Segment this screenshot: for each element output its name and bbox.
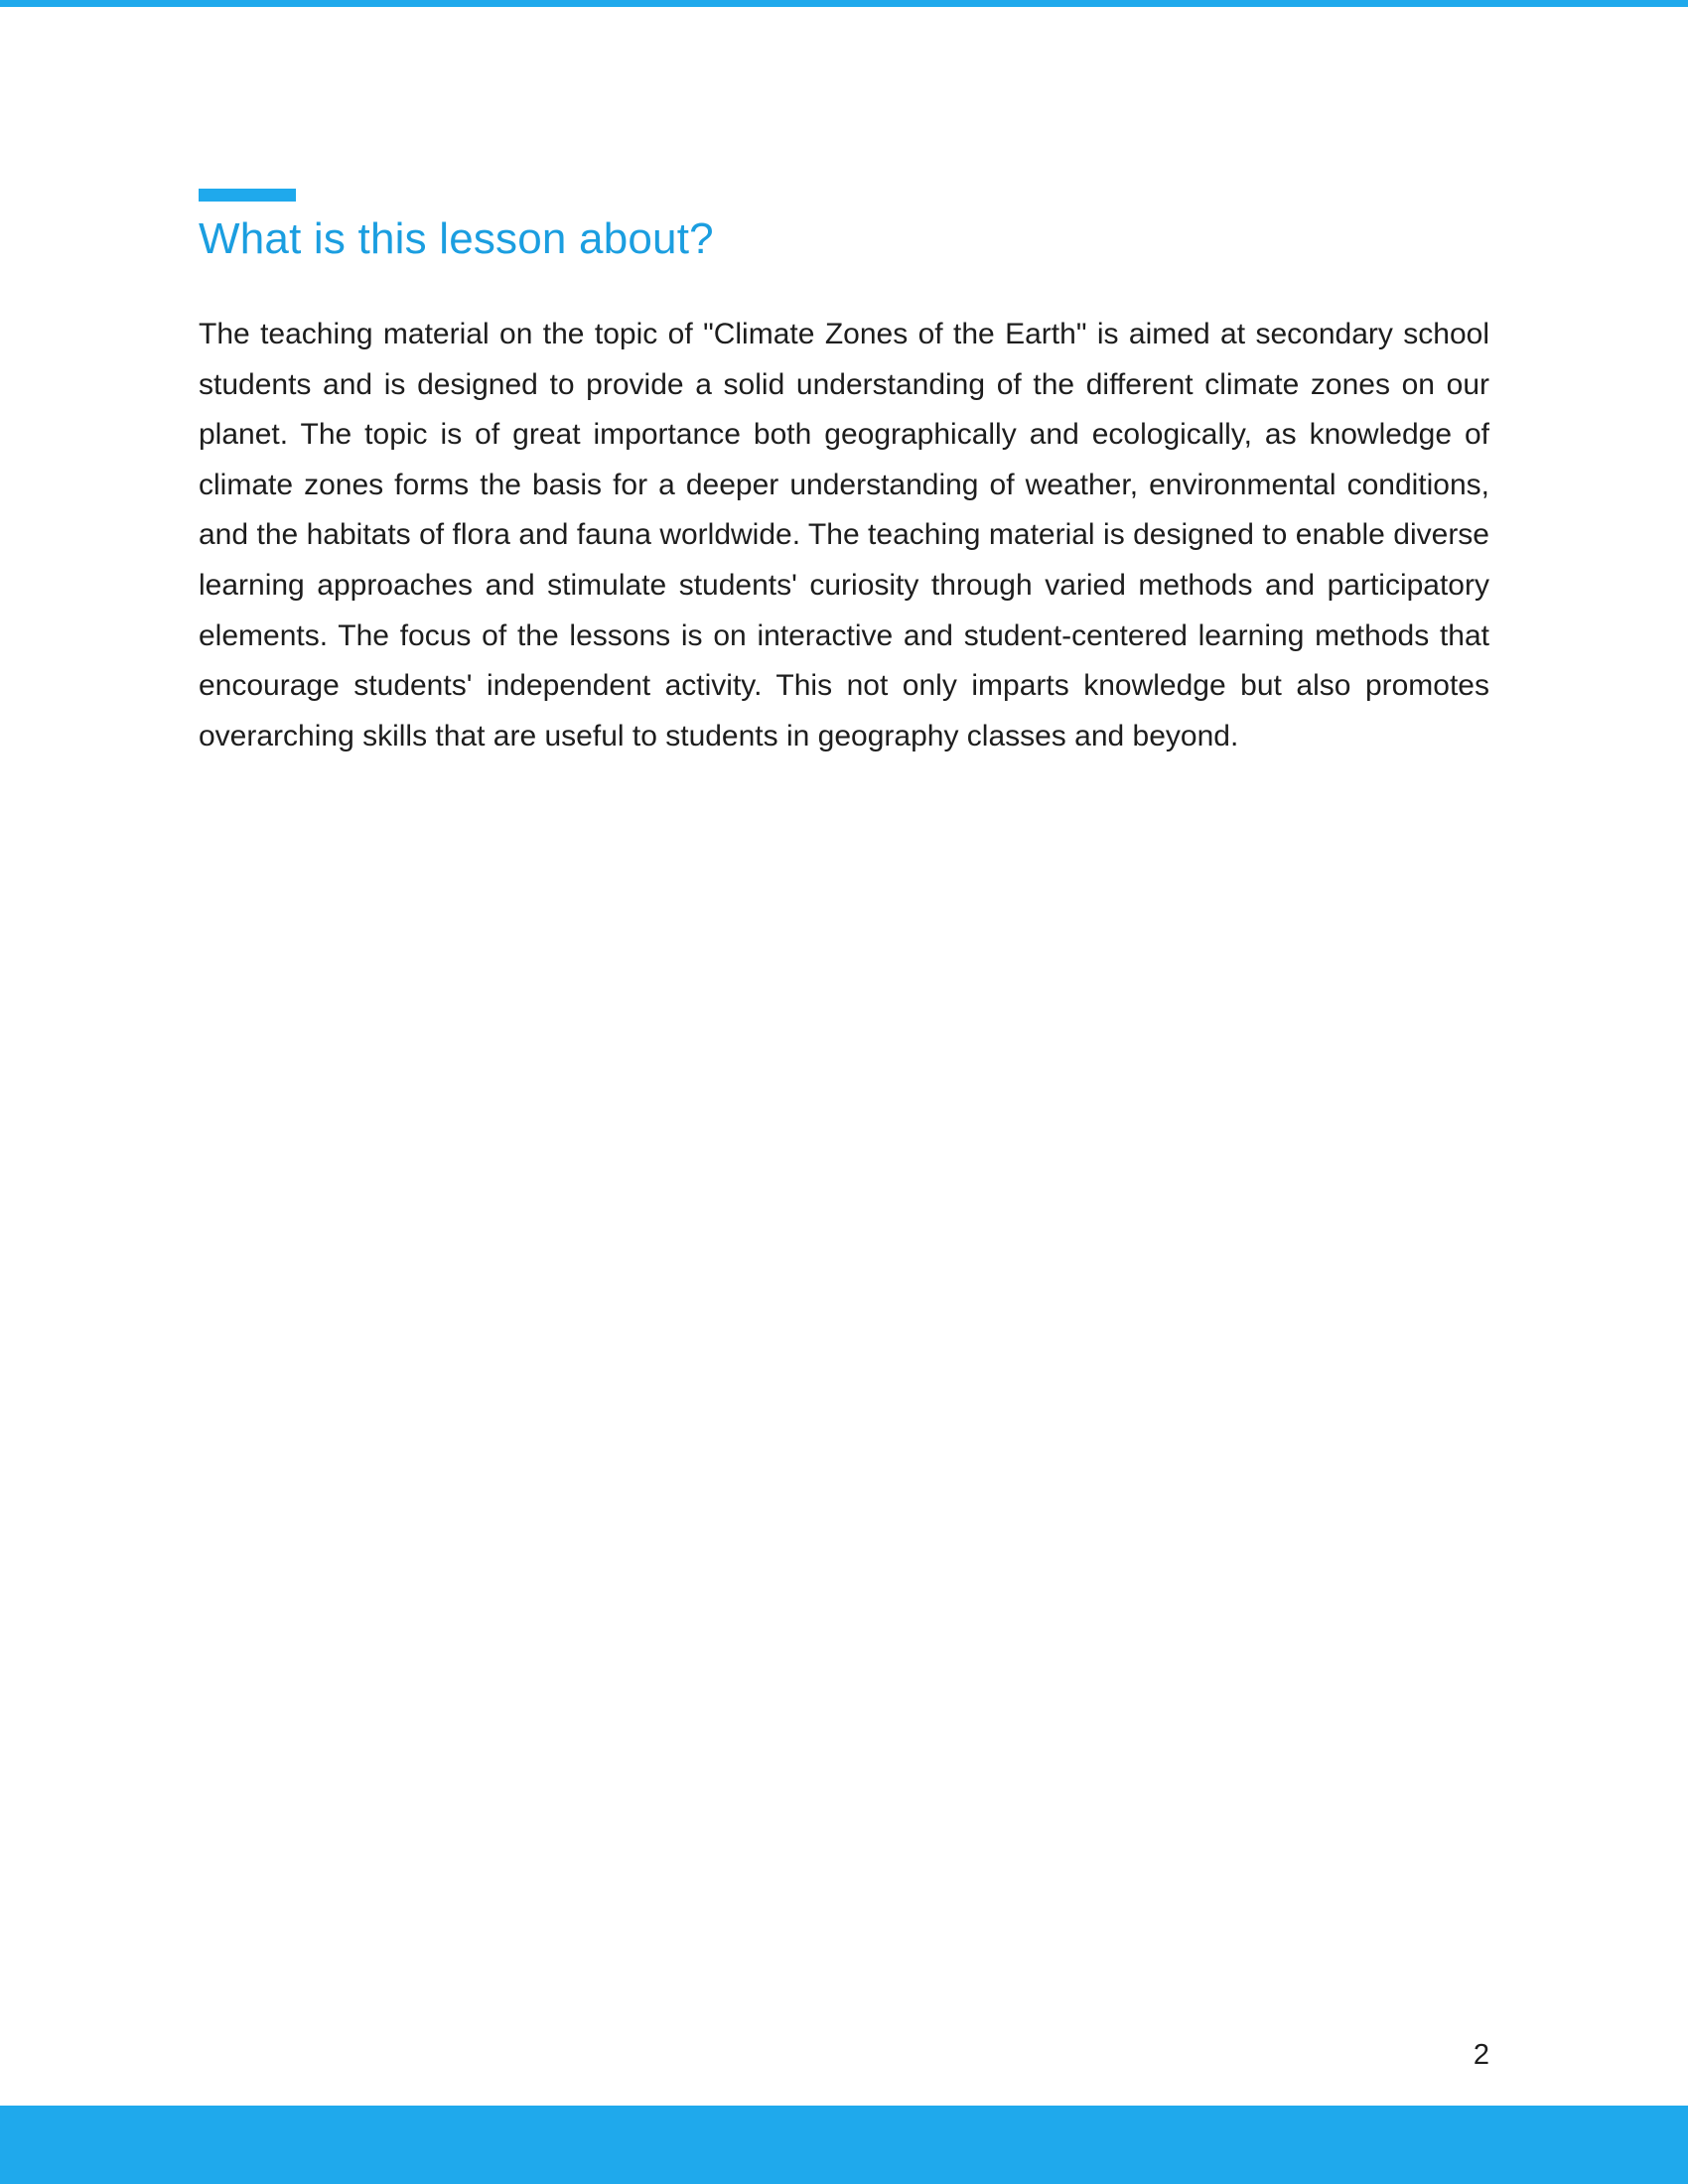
page-number: 2 (1473, 2039, 1489, 2071)
lesson-description-paragraph: The teaching material on the topic of "Climate Zones of the Earth" is aimed at secondary school students and is designed to provide a solid understanding of the different climate zones on our planet. The topic is of great importance both geographically and ecologically, as knowledge of climate zones forms the basis for a deeper understanding of weather, environmental conditions, and the habitats of flora and fauna worldwide. The teaching material is designed to enable diverse learning approaches and stimulate students' curiosity through varied methods and participatory elements. The focus of the lessons is on interactive and student-centered learning methods that encourage students' independent activity. This not only imparts knowledge but also promotes overarching skills that are useful to students in geography classes and beyond. (199, 318, 1489, 752)
page-title: What is this lesson about? (199, 214, 714, 263)
heading-accent-bar (199, 189, 296, 202)
top-accent-rule (0, 0, 1688, 7)
bottom-accent-band (0, 2106, 1688, 2184)
